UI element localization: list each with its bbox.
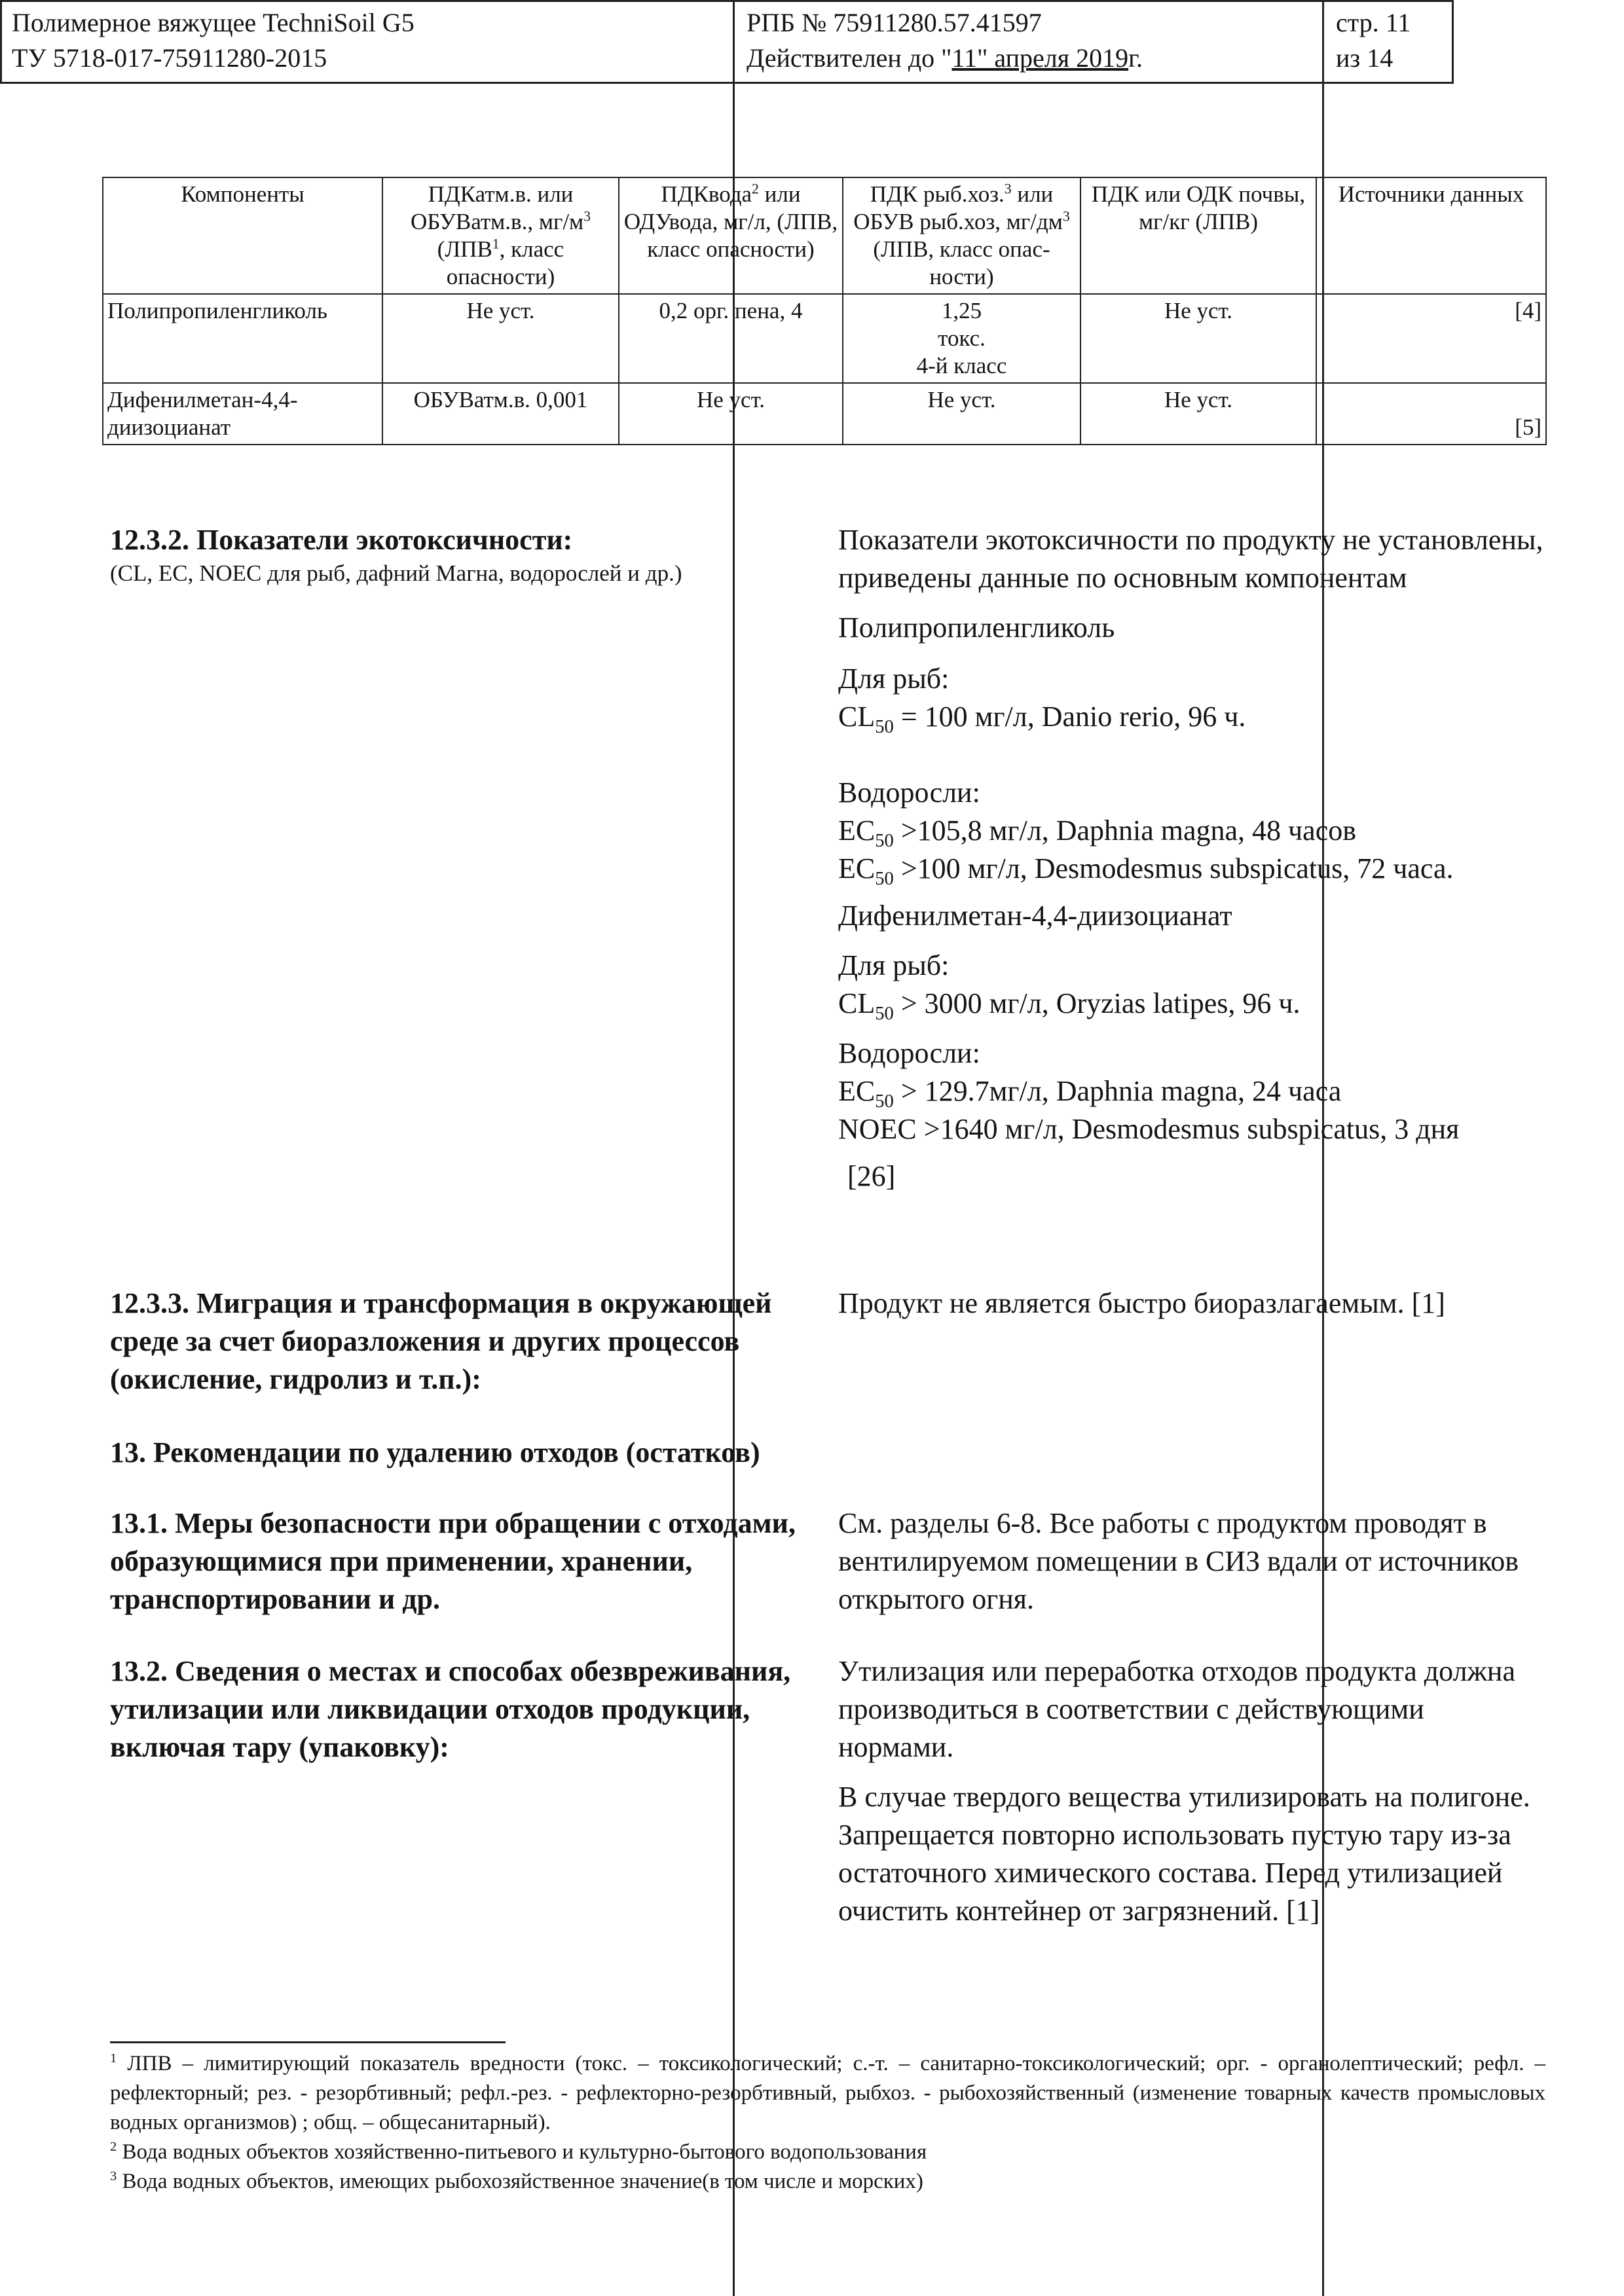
cell-water: Не уст.	[619, 383, 843, 445]
component-2-name: Дифенилметан-4,4-диизоцианат	[838, 900, 1232, 932]
algae-label: Водоросли:	[838, 776, 980, 809]
col-components: Компоненты	[103, 177, 382, 294]
product-name: Полимерное вяжущее TechniSoil G5	[12, 8, 415, 37]
cell-name: Дифенилметан-4,4-диизоцианат	[103, 383, 382, 445]
col-pdk-water: ПДКвода$^2$ или ОДУвода, мг/л, (ЛПВ, класс опасности)	[619, 177, 843, 294]
table-row	[103, 294, 1546, 383]
col-pdk-soil: ПДК или ОДК почвы, мг/кг (ЛПВ)	[1080, 177, 1316, 294]
document-header	[0, 0, 1454, 84]
cell-source: [4]	[1316, 294, 1546, 383]
component-1-name: Полипропиленгликоль	[838, 611, 1115, 644]
cell-fish: Не уст.	[843, 383, 1080, 445]
cell-fish: 1,25 токс. 4-й класс	[843, 294, 1080, 383]
component-1-fish: $CL_{50} = 100$ мг/л, Danio rerio, 96 ч.	[838, 701, 1246, 737]
fish-label: Для рыб:	[838, 663, 950, 695]
ecotox-intro: Показатели экотоксичности по продукту не установлены, приведены данные по основным компонентам	[838, 524, 1543, 594]
section-12-3-2-heading: 12.3.2. Показатели экотоксичности: (CL, EC, NOEC для рыб, дафний Магна, водорослей и др.)	[110, 521, 804, 588]
component-1-algae-1: $EC_{50} >105,8$ мг/л, Daphnia magna, 48 часов	[838, 814, 1357, 851]
cell-soil: Не уст.	[1080, 294, 1316, 383]
disposal-text-1: Утилизация или переработка отходов продукта должна производиться в соответствии с действующими нормами.	[838, 1655, 1515, 1763]
section-12-3-3-body: Продукт не является быстро биоразлагаемым. [1]	[838, 1287, 1445, 1319]
tu-number: ТУ 5718-017-75911280-2015	[12, 43, 327, 73]
cell-atm: Не уст.	[382, 294, 619, 383]
footnote-1: $^1$ ЛПВ – лимитирующий показатель вредности (токс. – токсикологический; с.-т. – санитарно-токсикологический; орг. - органолептический; рефл. – рефлекторный; рез. - резорбтивный; рефл.-рез. - рефлекторно-резорбтивный, рыбхоз. - рыбохозяйственный (изменение товарных качеств промысловых водных организмов) ; общ. – общесанитарный).	[110, 2051, 1545, 2134]
cell-soil: Не уст.	[1080, 383, 1316, 445]
section-12-3-2-subtitle: (CL, EC, NOEC для рыб, дафний Магна, водорослей и др.)	[110, 560, 682, 586]
component-2-algae-2: NOEC >1640 мг/л, Desmodesmus subspicatus, 3 дня	[838, 1113, 1460, 1145]
footnote-2: $^2$ Вода водных объектов хозяйственно-питьевого и культурно-бытового водопользования	[110, 2140, 927, 2164]
col-pdk-atm: ПДКатм.в. или ОБУВатм.в., $мг/м^3$ (ЛПВ$^1$, класс опасности)	[382, 177, 619, 294]
disposal-text-2: В случае твердого вещества утилизировать на полигоне. Запрещается повторно использовать пустую тару из-за остаточного химического состава. Перед утилизацией очистить контейнер от загрязнений. [1]	[838, 1781, 1530, 1927]
rpb-number: РПБ № 75911280.57.41597	[747, 8, 1042, 37]
reference: [26]	[847, 1160, 896, 1192]
pdk-table	[102, 177, 1547, 445]
validity-date: 11" апреля 2019	[951, 43, 1129, 73]
section-13-2-body	[838, 1652, 1545, 1930]
col-sources: Источники данных	[1316, 177, 1546, 294]
table-header-row	[103, 177, 1546, 294]
component-2-fish: $CL_{50} > 3000$ мг/л, Oryzias latipes, 96 ч.	[838, 987, 1301, 1024]
fish-label: Для рыб:	[838, 949, 950, 981]
cell-name: Полипропиленгликоль	[103, 294, 382, 383]
footnote-divider	[110, 2041, 506, 2043]
cell-source: [5]	[1316, 383, 1546, 445]
footnote-3: $^3$ Вода водных объектов, имеющих рыбохозяйственное значение(в том числе и морских)	[110, 2169, 923, 2193]
section-12-3-3-heading: 12.3.3. Миграция и трансформация в окружающей среде за счет биоразложения и других процессов (окисление, гидролиз и т.п.):	[110, 1287, 772, 1395]
section-13-1-heading: 13.1. Меры безопасности при обращении с отходами, образующимися при применении, хранении, транспортировании и др.	[110, 1507, 796, 1615]
validity: Действителен до "11" апреля 2019г.	[747, 43, 1143, 73]
section-13-heading: 13. Рекомендации по удалению отходов (остатков)	[110, 1436, 760, 1468]
section-13-2-heading: 13.2. Сведения о местах и способах обезвреживания, утилизации или ликвидации отходов продукции, включая тару (упаковку):	[110, 1655, 791, 1763]
table-row	[103, 383, 1546, 445]
footnotes	[110, 2049, 1545, 2196]
section-13-1-body: См. разделы 6-8. Все работы с продуктом проводят в вентилируемом помещении в СИЗ вдали от источников открытого огня.	[838, 1507, 1519, 1615]
col-pdk-fish: ПДК рыб.хоз.$^3$ или ОБУВ рыб.хоз, $мг/дм^3$ (ЛПВ, класс опас-ности)	[843, 177, 1080, 294]
section-12-3-2-body	[838, 521, 1545, 1195]
algae-label: Водоросли:	[838, 1037, 980, 1069]
cell-water: 0,2 орг. пена, 4	[619, 294, 843, 383]
component-1-algae-2: $EC_{50} >100$ мг/л, Desmodesmus subspicatus, 72 часа.	[838, 852, 1454, 889]
page-total: из 14	[1336, 43, 1393, 73]
page-number: стр. 11	[1336, 8, 1411, 37]
cell-atm: ОБУВатм.в. 0,001	[382, 383, 619, 445]
component-2-algae-1: $EC_{50} > 129.7мг/л$, Daphnia magna, 24 часа	[838, 1075, 1342, 1112]
